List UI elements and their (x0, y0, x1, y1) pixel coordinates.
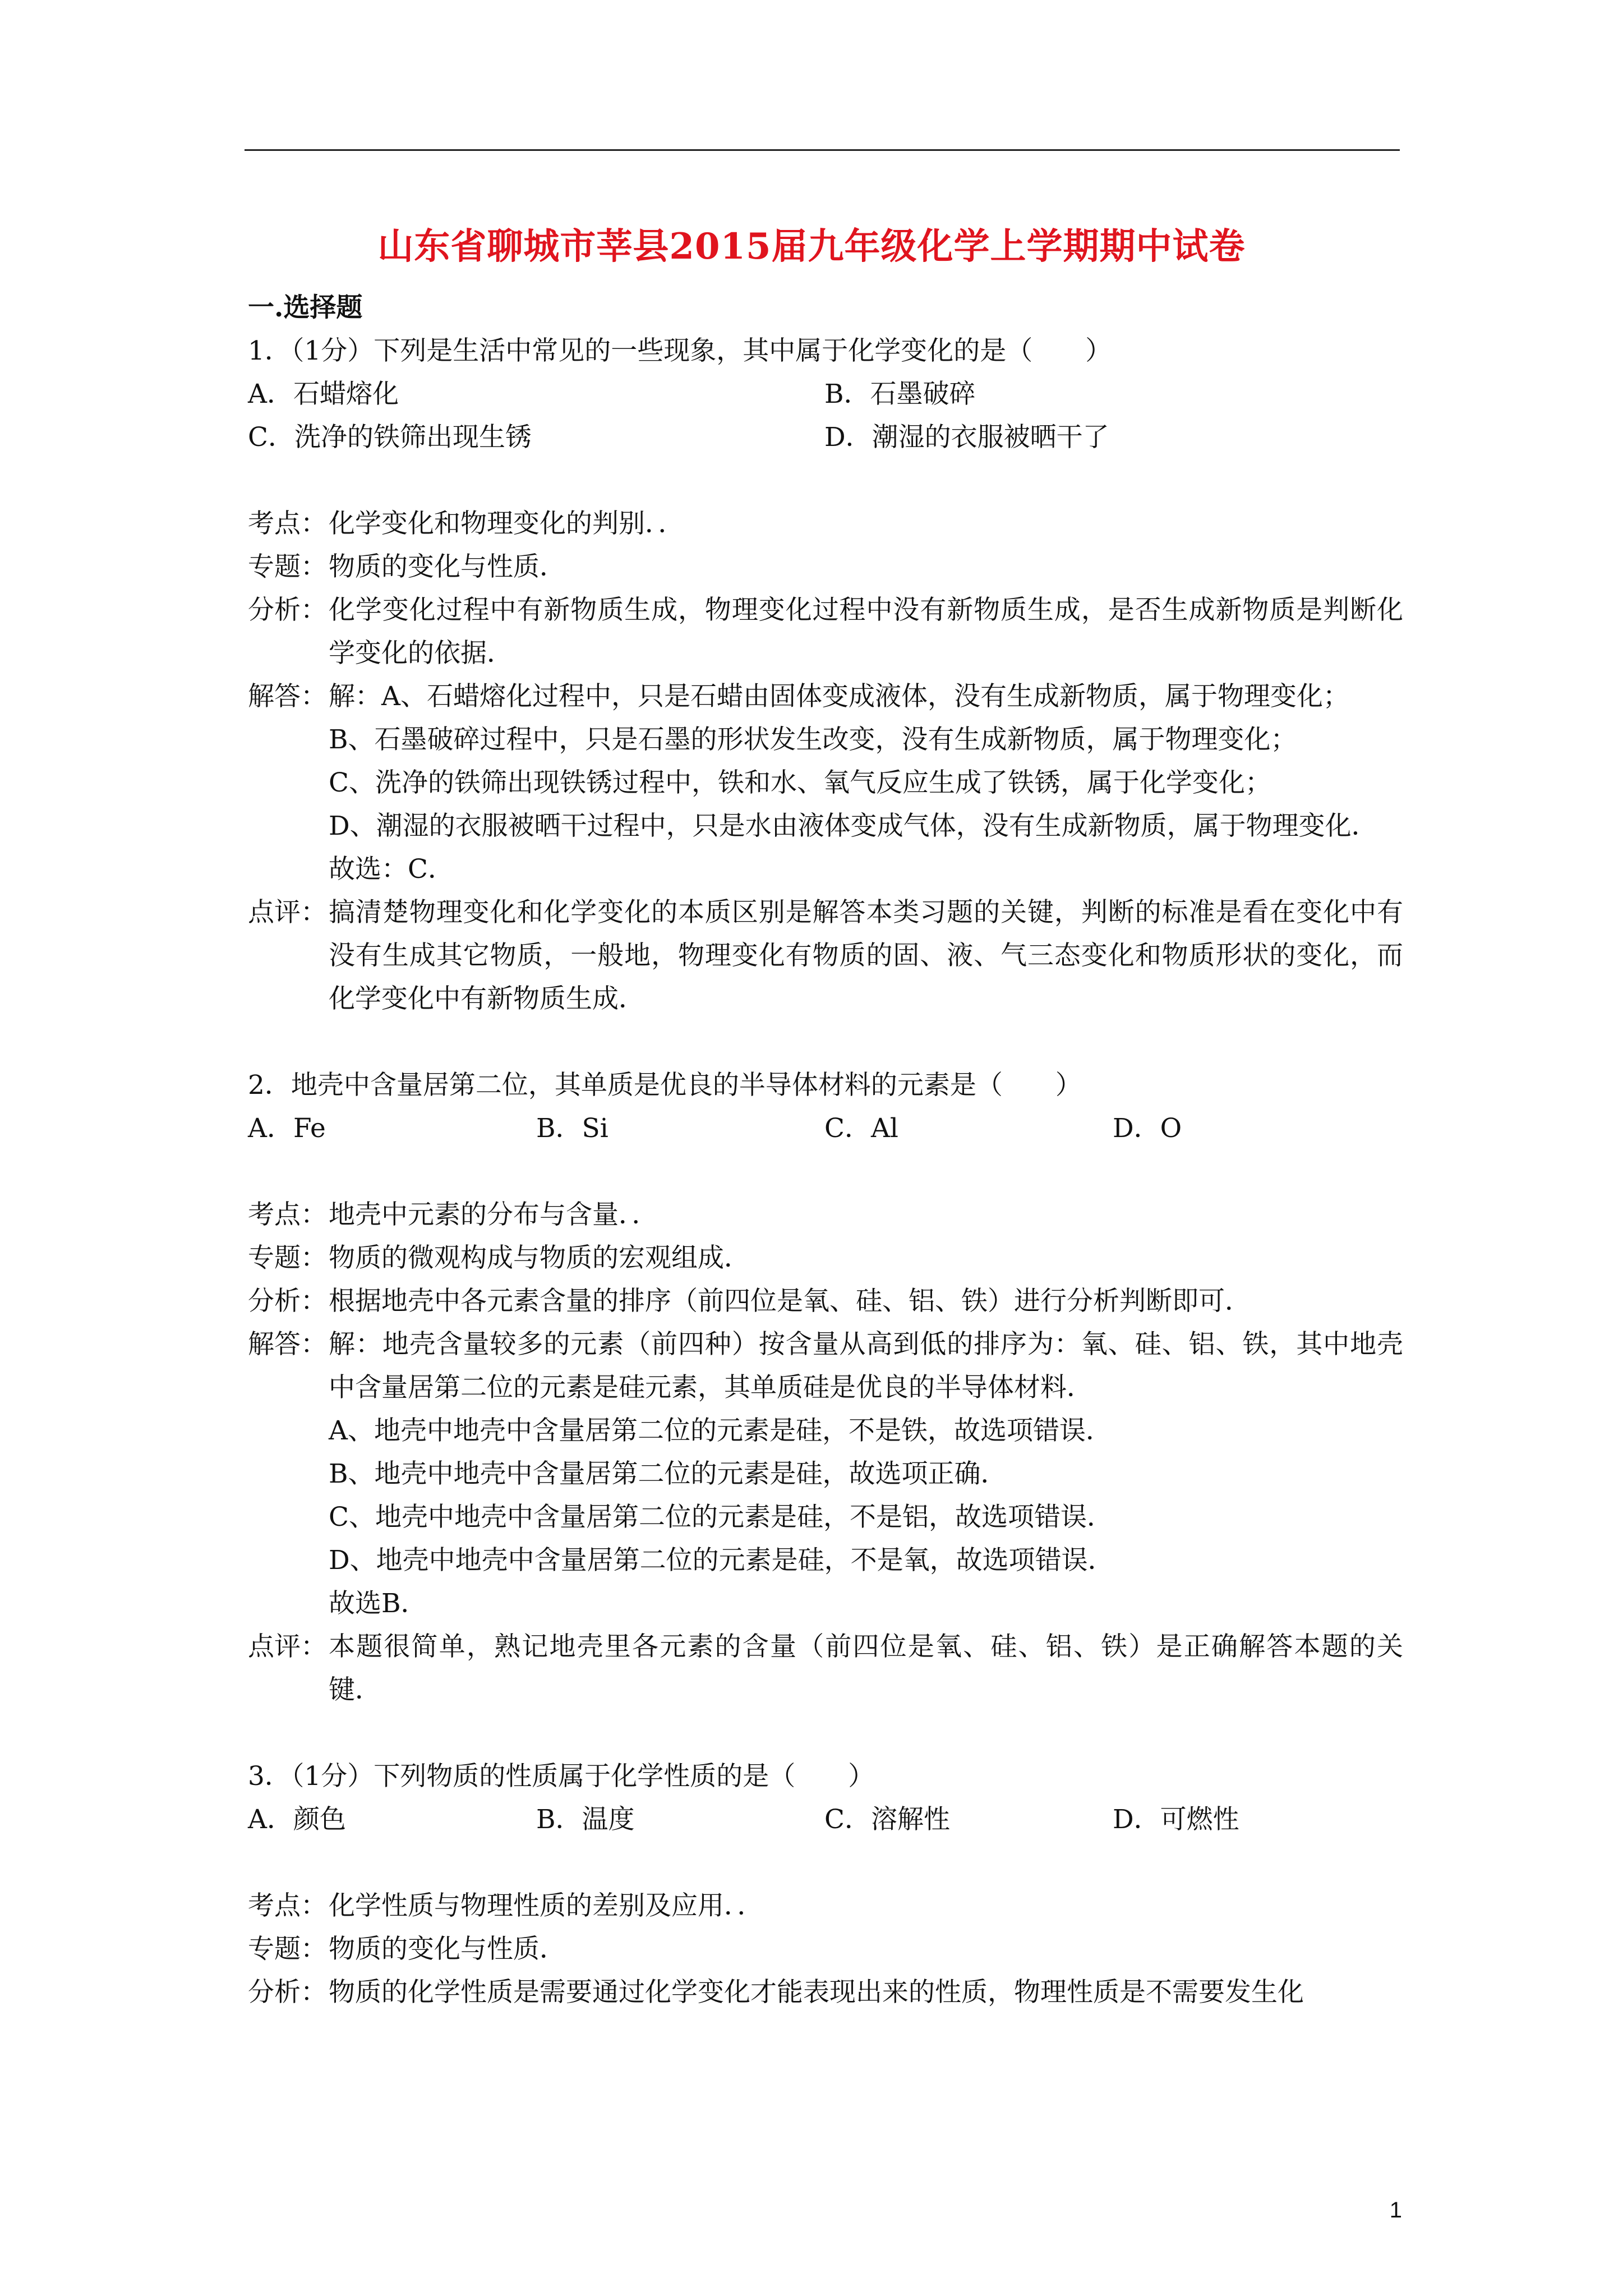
question-stem: 2．地壳中含量居第二位，其单质是优良的半导体材料的元素是（ ） (248, 1070, 1082, 1101)
section-heading: 一.选择题 (248, 292, 363, 323)
dianping-text: 搞清楚物理变化和化学变化的本质区别是解答本类习题的关键，判断的标准是看在变化中有没有生成其它物质，一般地，物理变化有物质的固、液、气三态变化和物质形状的变化，而化学变化中有新物质生成． (329, 897, 1403, 1014)
kaodian-label: 考点： (248, 1199, 327, 1230)
option-a: A．石蜡熔化 (248, 379, 399, 409)
question-stem: 3．（1分）下列物质的性质属于化学性质的是（ ） (248, 1761, 875, 1792)
fenxi-row (248, 588, 1403, 675)
zhuanti-row (248, 545, 1403, 588)
option-c: C．洗净的铁筛出现生锈 (248, 422, 532, 453)
jieda-label: 解答： (248, 681, 327, 712)
option-b: B．石墨破碎 (824, 379, 976, 409)
option-a: A．Fe (248, 1113, 326, 1144)
jieda-row (248, 1323, 1403, 1409)
jieda-line: B、石墨破碎过程中，只是石墨的形状发生改变，没有生成新物质，属于物理变化； (329, 724, 1297, 755)
zhuanti-row (248, 1927, 1403, 1971)
dianping-text: 本题很简单，熟记地壳里各元素的含量（前四位是氧、硅、铝、铁）是正确解答本题的关键． (329, 1631, 1403, 1705)
fenxi-text: 根据地壳中各元素含量的排序（前四位是氧、硅、铝、铁）进行分析判断即可． (329, 1286, 1251, 1317)
document-body (248, 286, 1403, 2014)
jieda-line: C、地壳中地壳中含量居第二位的元素是硅，不是铝，故选项错误． (329, 1502, 1113, 1533)
option-b: B．温度 (536, 1804, 635, 1835)
option-c: C．溶解性 (824, 1804, 950, 1835)
dianping-row (248, 891, 1403, 1020)
zhuanti-label: 专题： (248, 551, 327, 582)
fenxi-label: 分析： (248, 595, 327, 625)
dianping-label: 点评： (248, 897, 327, 928)
zhuanti-row (248, 1236, 1403, 1280)
fenxi-text: 化学变化过程中有新物质生成，物理变化过程中没有新物质生成，是否生成新物质是判断化学变化的依据． (329, 595, 1403, 669)
dianping-label: 点评： (248, 1631, 327, 1662)
zhuanti-text: 物质的变化与性质． (329, 1934, 566, 1964)
kaodian-text: 化学性质与物理性质的差别及应用．． (329, 1890, 764, 1921)
kaodian-row (248, 502, 1403, 545)
jieda-conclusion: 故选B． (329, 1588, 427, 1619)
zhuanti-text: 物质的变化与性质． (329, 551, 566, 582)
fenxi-label: 分析： (248, 1977, 327, 2008)
option-d: D．可燃性 (1113, 1804, 1239, 1835)
jieda-label: 解答： (248, 1329, 327, 1360)
fenxi-row (248, 1280, 1403, 1323)
kaodian-row (248, 1193, 1403, 1236)
zhuanti-label: 专题： (248, 1243, 327, 1273)
header-rule (245, 149, 1400, 151)
kaodian-text: 地壳中元素的分布与含量．． (329, 1199, 658, 1230)
kaodian-label: 考点： (248, 508, 327, 539)
jieda-line: D、地壳中地壳中含量居第二位的元素是硅，不是氧，故选项错误． (329, 1545, 1114, 1576)
fenxi-label: 分析： (248, 1286, 327, 1317)
options-row (248, 1107, 1403, 1150)
fenxi-row (248, 1971, 1403, 2014)
zhuanti-text: 物质的微观构成与物质的宏观组成． (329, 1243, 750, 1273)
fenxi-text: 物质的化学性质是需要通过化学变化才能表现出来的性质，物理性质是不需要发生化 (329, 1977, 1304, 2008)
option-d: D．潮湿的衣服被晒干了 (824, 422, 1109, 453)
jieda-line: C、洗净的铁筛出现铁锈过程中，铁和水、氧气反应生成了铁锈，属于化学变化； (329, 767, 1271, 798)
jieda-line: A、地壳中地壳中含量居第二位的元素是硅，不是铁，故选项错误． (329, 1415, 1112, 1446)
option-a: A．颜色 (248, 1804, 346, 1835)
options-row (248, 416, 1403, 459)
jieda-text: 解：地壳含量较多的元素（前四种）按含量从高到低的排序为：氧、硅、铝、铁，其中地壳中含量居第二位的元素是硅元素，其单质硅是优良的半导体材料． (329, 1329, 1403, 1403)
kaodian-row (248, 1884, 1403, 1927)
option-b: B．Si (536, 1113, 608, 1144)
kaodian-label: 考点： (248, 1890, 327, 1921)
question-1 (248, 329, 1403, 1020)
jieda-line: D、潮湿的衣服被晒干过程中，只是水由液体变成气体，没有生成新物质，属于物理变化． (329, 811, 1378, 841)
jieda-line: B、地壳中地壳中含量居第二位的元素是硅，故选项正确． (329, 1458, 1007, 1489)
zhuanti-label: 专题： (248, 1934, 327, 1964)
options-row (248, 372, 1403, 416)
page-number: 1 (1389, 2198, 1402, 2223)
question-2 (248, 1064, 1403, 1711)
option-d: D．O (1113, 1113, 1182, 1144)
dianping-row (248, 1625, 1403, 1711)
kaodian-text: 化学变化和物理变化的判别．． (329, 508, 685, 539)
option-c: C．Al (824, 1113, 898, 1144)
jieda-row (248, 675, 1403, 718)
jieda-text: 解：A、石蜡熔化过程中，只是石蜡由固体变成液体，没有生成新物质，属于物理变化； (329, 681, 1349, 712)
options-row (248, 1798, 1403, 1841)
question-3 (248, 1755, 1403, 2014)
question-stem: 1．（1分）下列是生活中常见的一些现象，其中属于化学变化的是（ ） (248, 335, 1112, 366)
page-title: 山东省聊城市莘县2015届九年级化学上学期期中试卷 (377, 226, 1246, 268)
jieda-conclusion: 故选：C． (329, 854, 454, 885)
